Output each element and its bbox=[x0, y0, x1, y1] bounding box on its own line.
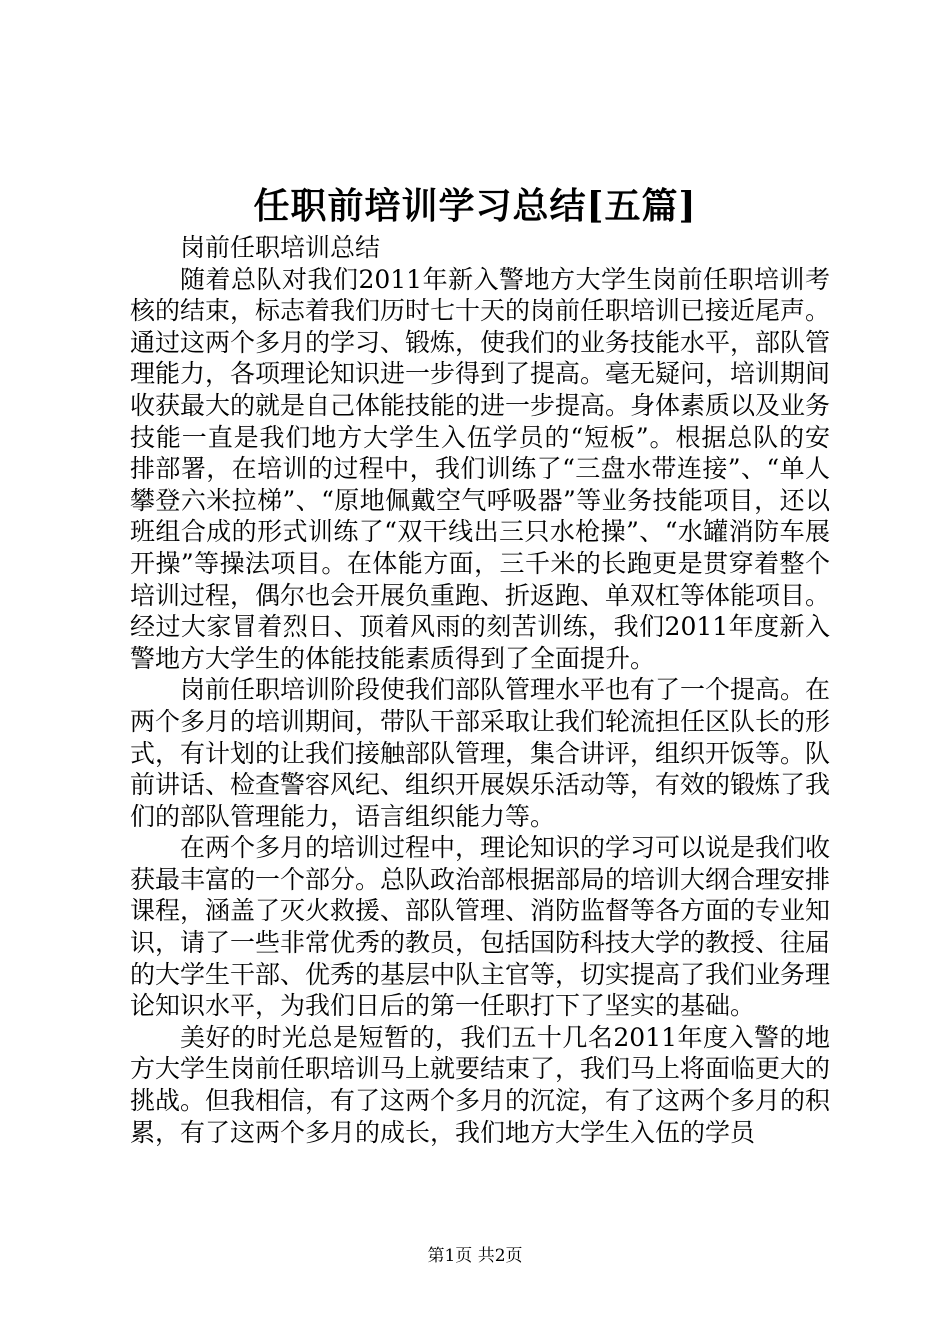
page-number-footer: 第1页 共2页 bbox=[427, 1246, 523, 1266]
paragraph: 美好的时光总是短暂的，我们五十几名2011年度入警的地方大学生岗前任职培训马上就要结束了，我们马上将面临更大的挑战。但我相信，有了这两个多月的沉淀，有了这两个多月的积累，有了这两个多月的成长，我们地方大学生入伍的学员 bbox=[130, 1022, 831, 1147]
paragraph: 岗前任职培训阶段使我们部队管理水平也有了一个提高。在两个多月的培训期间，带队干部采取让我们轮流担任区队长的形式，有计划的让我们接触部队管理，集合讲评，组织开饭等。队前讲话、检查警容风纪、组织开展娱乐活动等，有效的锻炼了我们的部队管理能力，语言组织能力等。 bbox=[130, 675, 831, 831]
document-body bbox=[130, 232, 830, 1148]
paragraph: 在两个多月的培训过程中，理论知识的学习可以说是我们收获最丰富的一个部分。总队政治部根据部局的培训大纲合理安排课程，涵盖了灭火救援、部队管理、消防监督等各方面的专业知识，请了一些非常优秀的教员，包括国防科技大学的教授、往届的大学生干部、优秀的基层中队主官等，切实提高了我们业务理论知识水平，为我们日后的第一任职打下了坚实的基础。 bbox=[130, 833, 831, 1021]
document-title: 任职前培训学习总结[五篇] bbox=[253, 185, 697, 227]
section-heading: 岗前任职培训总结 bbox=[180, 233, 381, 262]
paragraph: 随着总队对我们2011年新入警地方大学生岗前任职培训考核的结束，标志着我们历时七十天的岗前任职培训已接近尾声。通过这两个多月的学习、锻炼，使我们的业务技能水平，部队管理能力，各项理论知识进一步得到了提高。毫无疑问，培训期间收获最大的就是自己体能技能的进一步提高。身体素质以及业务技能一直是我们地方大学生入伍学员的“短板”。根据总队的安排部署，在培训的过程中，我们训练了“三盘水带连接”、“单人攀登六米拉梯”、“原地佩戴空气呼吸器”等业务技能项目，还以班组合成的形式训练了“双干线出三只水枪操”、“水罐消防车展开操”等操法项目。在体能方面，三千米的长跑更是贯穿着整个培训过程，偶尔也会开展负重跑、折返跑、单双杠等体能项目。经过大家冒着烈日、顶着风雨的刻苦训练，我们2011年度新入警地方大学生的体能技能素质得到了全面提升。 bbox=[130, 264, 831, 673]
